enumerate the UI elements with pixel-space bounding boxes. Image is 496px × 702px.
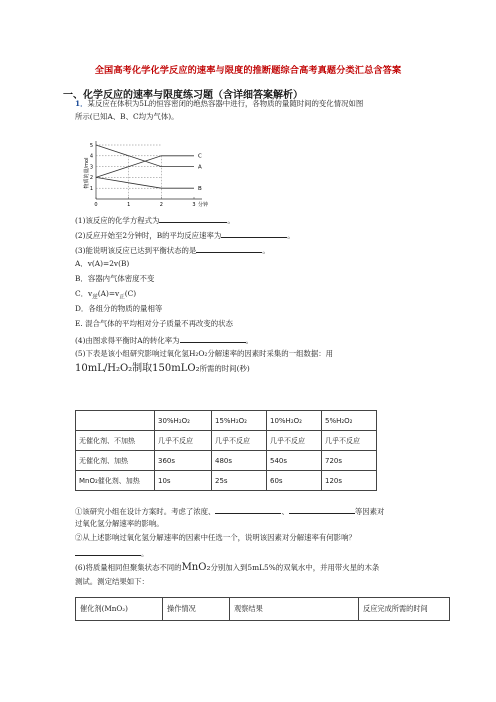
table-cell: 120s [322, 471, 377, 491]
option-c-text: C．v [75, 289, 93, 298]
answer-blank-2[interactable] [221, 229, 287, 238]
question-5-text-e: 所需的时间(秒) [199, 364, 250, 373]
formula-h2o2: H₂O₂ [188, 349, 208, 358]
table-header-row [76, 598, 450, 621]
table-cell: 几乎不反应 [267, 431, 322, 451]
table-row [76, 451, 377, 471]
option-c-end: (C) [124, 289, 137, 298]
table-cell: 几乎不反应 [155, 431, 212, 451]
question-6-text-a: (6)将质量相同但聚集状态不同的 [75, 563, 182, 572]
data-table-1 [75, 410, 377, 491]
table-cell: 60s [267, 471, 322, 491]
answer-blank-7[interactable] [75, 547, 141, 556]
answer-blank-5[interactable] [215, 505, 281, 514]
table-cell: 720s [322, 451, 377, 471]
y-tick-label: 3 [89, 164, 93, 171]
question-5-text-a: (5)下表是该小组研究影响过氧化氢 [75, 349, 189, 358]
question-1-text: (1)该反应的化学方程式为 [75, 216, 160, 225]
document-title: 全国高考化学化学反应的速率与限度的推断题综合高考真题分类汇总含答案 [94, 65, 402, 76]
subquestion-2: ②从上述影响过氧化氢分解速率的因素中任选一个，说明该因素对分解速率有何影响？ [75, 533, 356, 542]
y-tick-label: 4 [89, 153, 93, 160]
table-header-cell: 反应完成所需的时间 [359, 598, 450, 621]
question-6 [75, 563, 379, 573]
table-header-cell: 操作情况 [163, 598, 230, 621]
table-row [76, 431, 377, 451]
table-cell: 无催化剂、不加热 [76, 431, 155, 451]
line-chart [82, 137, 222, 209]
chart-plot-area [90, 141, 208, 208]
table-cell: 几乎不反应 [212, 431, 267, 451]
section-heading: 一、化学反应的速率与限度练习题（含详细答案解析） [63, 90, 303, 101]
question-3-text: (3)能说明该反应已达到平衡状态的是 [75, 246, 197, 255]
table-row [76, 471, 377, 491]
table-header-cell [76, 411, 155, 431]
table-cell: MnO₂催化剂、加热 [76, 471, 155, 491]
subquestion-1-tail: 等因素对 [354, 507, 385, 516]
question-5-text-b: 分解速率的因素时采集的一组数据：用 [207, 349, 334, 358]
q1-intro-line-2: 所示(已知A、B、C均为气体)。 [75, 112, 179, 121]
y-tick-label: 1 [89, 186, 93, 192]
data-table-2 [75, 597, 450, 621]
question-5 [75, 349, 333, 359]
formula-h2o2-2: H₂O₂ [107, 363, 133, 374]
table-header-cell: 5%H₂O₂ [322, 411, 377, 431]
question-4: (4)由图求得平衡时A的转化率为 。 [75, 336, 253, 345]
option-a[interactable]: A．v(A)=2v(B) [75, 259, 130, 268]
x-axis-label: 分钟 [198, 202, 209, 208]
question-2-text: (2)反应开始至2分钟时，B的平均反应速率为 [75, 231, 222, 240]
table-header-cell: 15%H₂O₂ [212, 411, 267, 431]
question-6-line-2: 测试。测定结果如下： [75, 577, 149, 586]
question-6-text-c: 分别加入到5mL5%的双氧水中，并用带火星的木条 [210, 563, 380, 572]
option-c-sub-1: 逆 [92, 294, 98, 301]
option-c-mid: (A)=v [97, 289, 120, 298]
volume-10ml: 10mL [75, 363, 104, 374]
answer-blank-1[interactable] [159, 214, 227, 223]
table-header-cell: 30%H₂O₂ [155, 411, 212, 431]
formula-mno2: MnO₂ [181, 562, 211, 573]
table-cell: 25s [212, 471, 267, 491]
question-4-text: (4)由图求得平衡时A的转化率为 [75, 336, 180, 345]
question-number: 1． [75, 99, 88, 108]
series-label-c: C [198, 153, 202, 160]
table-cell: 10s [155, 471, 212, 491]
table-cell: 无催化剂、加热 [76, 451, 155, 471]
answer-blank-3[interactable] [196, 244, 262, 253]
chart-ylabel: 物质的量/mol [84, 157, 90, 189]
option-e[interactable]: E. 混合气体的平均相对分子质量不再改变的状态 [75, 319, 233, 328]
x-tick-label: 1 [127, 202, 131, 208]
series-label-b: B [198, 186, 202, 192]
question-3: (3)能说明该反应已达到平衡状态的是 。 [75, 246, 270, 255]
question-1: (1)该反应的化学方程式为 。 [75, 216, 235, 225]
table-header-cell: 10%H₂O₂ [267, 411, 322, 431]
separator: 、 [281, 507, 289, 516]
series-label-a: A [198, 164, 202, 171]
option-c[interactable] [75, 289, 136, 302]
option-d[interactable]: D．各组分的物质的量相等 [75, 304, 163, 313]
q1-intro: 某反应在体积为5L的恒容密闭的绝热容器中进行，各物质的量随时间的变化情况如图 [87, 99, 364, 108]
x-tick-label: 0 [94, 202, 98, 208]
table-cell: 几乎不反应 [322, 431, 377, 451]
y-tick-label: 2 [89, 175, 93, 182]
table-cell: 540s [267, 451, 322, 471]
table-cell: 480s [212, 451, 267, 471]
x-tick-label: 3 [192, 202, 196, 208]
table-header-cell: 催化剂(MnO₂) [76, 598, 163, 621]
question-5-text-d: 制取150mL [132, 363, 188, 374]
period: 。 [141, 549, 149, 558]
table-header-row [76, 411, 377, 431]
x-tick-label: 2 [159, 202, 163, 208]
subquestion-2-answer [75, 547, 148, 559]
question-5-line-2: 10mL/H₂O₂制取150mLO₂所需的时间(秒) [75, 363, 250, 374]
question-2: (2)反应开始至2分钟时，B的平均反应速率为 。 [75, 231, 295, 240]
formula-o2: O₂ [187, 363, 200, 374]
answer-blank-4[interactable] [180, 334, 246, 343]
y-tick-label: 5 [89, 142, 93, 149]
series-line-b [96, 177, 194, 188]
table-cell: 360s [155, 451, 212, 471]
subquestion-1-text: ①该研究小组在设计方案时。考虑了浓度、 [75, 507, 216, 516]
answer-blank-6[interactable] [289, 505, 355, 514]
table-header-cell: 观察结果 [230, 598, 359, 621]
q1-intro-line [75, 99, 363, 109]
option-c-sub-2: 正 [119, 294, 125, 301]
subquestion-1 [75, 505, 384, 517]
subquestion-1-line-2: 过氧化氢分解速率的影响。 [75, 519, 164, 528]
option-b[interactable]: B．容器内气体密度不变 [75, 274, 155, 283]
